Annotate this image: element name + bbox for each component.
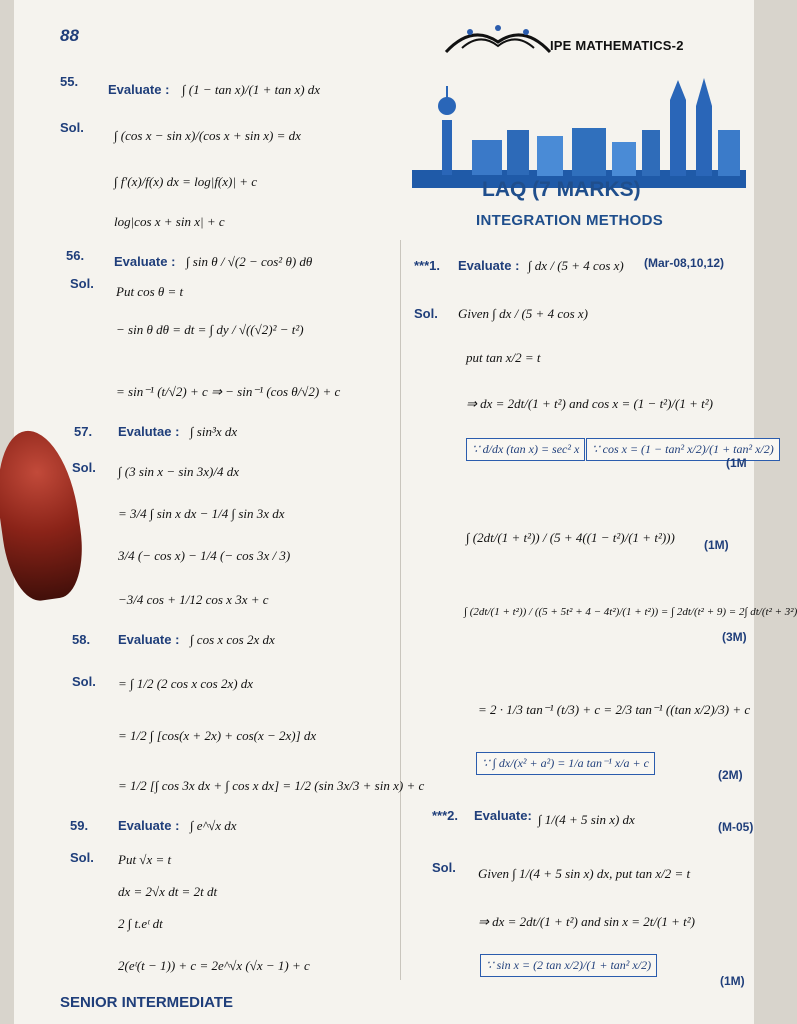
solution-step: 3/4 (− cos x) − 1/4 (− cos 3x / 3) (118, 548, 291, 563)
question-prompt: Evaluate : (108, 82, 170, 97)
solution-step: = ∫ 1/2 (2 cos x cos 2x) dx (118, 676, 254, 691)
exam-reference: (M-05) (718, 820, 754, 834)
question-number: 57. (74, 424, 93, 439)
question-prompt: Evaluate : (118, 632, 180, 647)
solution-step: 2(eᵗ(t − 1)) + c = 2e^√x (√x − 1) + c (118, 958, 310, 973)
question-expression: ∫ cos x cos 2x dx (190, 632, 275, 647)
solution-step: = 1/2 ∫ [cos(x + 2x) + cos(x − 2x)] dx (118, 728, 317, 743)
question-number: 59. (70, 818, 89, 833)
solution-step: Given ∫ dx / (5 + 4 cos x) (458, 306, 589, 321)
question-prompt: Evaluate : (114, 254, 176, 269)
exam-reference: (Mar-08,10,12) (644, 256, 725, 270)
solution-label: Sol. (432, 860, 456, 875)
question-expression: ∫ e^√x dx (190, 818, 237, 833)
solution-step: Given ∫ 1/(4 + 5 sin x) dx, put tan x/2 = t (478, 866, 691, 881)
solution-step: ∫ (2dt/(1 + t²)) / ((5 + 5t² + 4 − 4t²)/(1 + t²)) = ∫ 2dt/(t² + 9) = 2∫ dt/(t² + 3²) (464, 606, 797, 618)
solution-step: ∫ (3 sin x − sin 3x)/4 dx (118, 464, 240, 479)
solution-label: Sol. (60, 120, 84, 135)
section-title: LAQ (7 MARKS) (482, 178, 641, 201)
solution-step: = 3/4 ∫ sin x dx − 1/4 ∫ sin 3x dx (118, 506, 285, 521)
marks-label: (3M) (722, 630, 747, 644)
arch-logo-icon (442, 22, 552, 56)
solution-step: ∫ f′(x)/f(x) dx = log|f(x)| + c (114, 174, 257, 189)
solution-step: dx = 2√x dt = 2t dt (118, 884, 218, 899)
question-prompt: Evalutae : (118, 424, 180, 439)
page-number: 88 (60, 26, 79, 45)
book-brand: IPE MATHEMATICS-2 (550, 38, 684, 53)
question-prompt: Evaluate: (474, 808, 532, 823)
solution-step: 2 ∫ t.eᵗ dt (118, 916, 163, 931)
solution-step: ∫ (cos x − sin x)/(cos x + sin x) = dx (114, 128, 301, 143)
marks-label: (1M) (720, 974, 745, 988)
solution-step: ⇒ dx = 2dt/(1 + t²) and sin x = 2t/(1 + t²) (478, 914, 695, 929)
formula-box: ∵ ∫ dx/(x² + a²) = 1/a tan⁻¹ x/a + c (476, 752, 655, 775)
question-prompt: Evaluate : (118, 818, 180, 833)
formula-box: ∵ sin x = (2 tan x/2)/(1 + tan² x/2) (480, 954, 657, 977)
question-expression: ∫ 1/(4 + 5 sin x) dx (538, 812, 635, 827)
question-expression: ∫ sin θ / √(2 − cos² θ) dθ (186, 254, 313, 269)
question-number: 55. (60, 74, 79, 89)
question-number: ***1. (414, 258, 441, 273)
formula-box: ∵ cos x = (1 − tan² x/2)/(1 + tan² x/2) (586, 438, 780, 461)
marks-label: (1M (726, 456, 747, 470)
solution-step: put tan x/2 = t (466, 350, 541, 365)
question-expression: ∫ dx / (5 + 4 cos x) (528, 258, 624, 273)
solution-label: Sol. (70, 850, 94, 865)
formula-box: ∵ d/dx (tan x) = sec² x (466, 438, 585, 461)
footer-label: SENIOR INTERMEDIATE (60, 994, 234, 1011)
question-number: 56. (66, 248, 85, 263)
solution-step: ⇒ dx = 2dt/(1 + t²) and cos x = (1 − t²)/(1 + t²) (466, 396, 713, 411)
city-skyline-illustration (412, 70, 746, 188)
solution-step: = 1/2 [∫ cos 3x dx + ∫ cos x dx] = 1/2 (sin 3x/3 + sin x) + c (118, 778, 425, 793)
solution-step: Put √x = t (118, 852, 172, 867)
question-expression: ∫ sin³x dx (190, 424, 238, 439)
question-number: 58. (72, 632, 91, 647)
solution-step: Put cos θ = t (116, 284, 184, 299)
question-prompt: Evaluate : (458, 258, 520, 273)
column-divider (400, 240, 401, 980)
solution-step: = sin⁻¹ (t/√2) + c ⇒ − sin⁻¹ (cos θ/√2) + c (116, 384, 341, 399)
solution-step: −3/4 cos + 1/12 cos x 3x + c (118, 592, 269, 607)
solution-label: Sol. (72, 674, 96, 689)
marks-label: (2M) (718, 768, 743, 782)
section-subtitle: INTEGRATION METHODS (476, 212, 664, 229)
solution-label: Sol. (414, 306, 438, 321)
solution-label: Sol. (70, 276, 94, 291)
solution-step: ∫ (2dt/(1 + t²)) / (5 + 4((1 − t²)/(1 + t²))) (466, 530, 675, 545)
question-expression: ∫ (1 − tan x)/(1 + tan x) dx (182, 82, 321, 97)
solution-label: Sol. (72, 460, 96, 475)
textbook-page (14, 0, 797, 1024)
solution-step: log|cos x + sin x| + c (114, 214, 225, 229)
solution-step: = 2 · 1/3 tan⁻¹ (t/3) + c = 2/3 tan⁻¹ ((tan x/2)/3) + c (478, 702, 751, 717)
marks-label: (1M) (704, 538, 729, 552)
question-number: ***2. (432, 808, 459, 823)
finger-occlusion (0, 425, 89, 604)
solution-step: − sin θ dθ = dt = ∫ dy / √((√2)² − t²) (116, 322, 304, 337)
